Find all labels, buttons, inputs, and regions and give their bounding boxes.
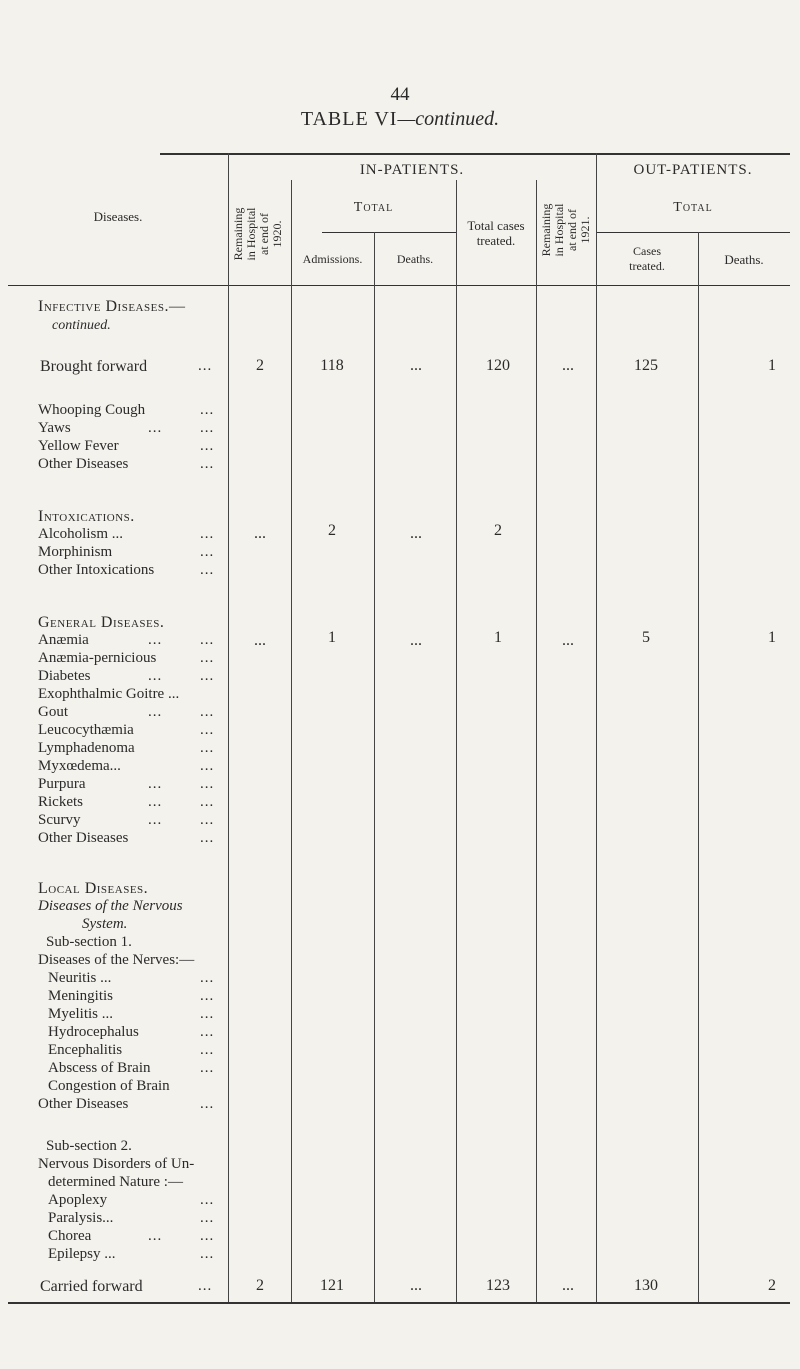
leader-carried: ...	[198, 1278, 213, 1294]
leader-yaws-2: ...	[200, 420, 215, 436]
row-brought-forward: Brought forward	[40, 358, 148, 375]
header-cases-treated-line2: treated.	[629, 259, 665, 273]
header-remaining-1920-line2: in Hospital	[244, 207, 258, 261]
section-local: Local Diseases.	[38, 880, 149, 897]
row-exophthalmic-goitre: Exophthalmic Goitre ...	[38, 686, 180, 702]
title-main: TABLE VI	[300, 108, 398, 130]
header-remaining-1921	[540, 184, 592, 276]
header-total-cases-treated	[456, 218, 536, 248]
leader-epilepsy: ...	[200, 1246, 215, 1262]
row-neuritis: Neuritis ...	[48, 970, 112, 986]
row-nervous-disorders-1: Nervous Disorders of Un-	[38, 1156, 195, 1172]
brought-out-cases: 125	[634, 357, 658, 374]
row-carried-forward: Carried forward	[40, 1278, 143, 1295]
header-remaining-1920	[232, 184, 284, 284]
leader-diabetes-2: ...	[200, 668, 215, 684]
row-leucocythaemia: Leucocythæmia	[38, 722, 134, 738]
carried-total-treated: 123	[486, 1277, 510, 1294]
header-total-cases-line2: treated.	[476, 233, 516, 248]
header-cases-treated	[596, 244, 698, 274]
leader-myx: ...	[200, 758, 215, 774]
section-infective-continued: continued.	[52, 318, 111, 333]
alcoholism-deaths: ...	[410, 525, 422, 542]
header-bottom-rule	[8, 285, 790, 286]
leader-rickets-2: ...	[200, 794, 215, 810]
leader-yaws-1: ...	[148, 420, 163, 436]
row-abscess-of-brain: Abscess of Brain	[48, 1060, 151, 1076]
section-general: General Diseases.	[38, 614, 165, 631]
leader-hydro: ...	[200, 1024, 215, 1040]
row-nervous-disorders-2: determined Nature :—	[48, 1174, 183, 1190]
leader-enceph: ...	[200, 1042, 215, 1058]
row-paralysis: Paralysis...	[48, 1210, 114, 1226]
row-epilepsy: Epilepsy ...	[48, 1246, 116, 1262]
leader-scurvy-2: ...	[200, 812, 215, 828]
row-anaemia: Anæmia	[38, 632, 89, 648]
title-suffix: —continued.	[397, 108, 500, 130]
subsection-nervous-system-2: System.	[82, 916, 128, 932]
leader-anaemia-2: ...	[200, 632, 215, 648]
alcoholism-admissions: 2	[328, 522, 336, 539]
section-intoxications: Intoxications.	[38, 508, 135, 525]
header-diseases: Diseases.	[93, 209, 143, 224]
header-out-deaths: Deaths.	[724, 252, 764, 267]
anaemia-remaining-1921: ...	[562, 632, 574, 649]
brought-deaths: ...	[410, 357, 422, 374]
leader-neuritis: ...	[200, 970, 215, 986]
row-diabetes: Diabetes	[38, 668, 91, 684]
brought-remaining-1920: 2	[256, 357, 264, 374]
header-cases-treated-line1: Cases	[633, 244, 661, 258]
leader-alcoholism: ...	[200, 526, 215, 542]
table-bottom-rule	[8, 1302, 790, 1304]
row-purpura: Purpura	[38, 776, 86, 792]
row-yellow-fever: Yellow Fever	[38, 438, 119, 454]
row-other-diseases-2: Other Diseases	[38, 830, 129, 846]
header-remaining-1920-line4: 1920.	[270, 220, 284, 248]
row-sub-section-2: Sub-section 2.	[46, 1138, 132, 1154]
header-total: Total	[353, 200, 394, 215]
header-remaining-1921-line1: Remaining	[539, 203, 553, 257]
leader-lymph: ...	[200, 740, 215, 756]
leader-brought: ...	[198, 358, 213, 374]
header-total-cases-line1: Total cases	[467, 218, 525, 233]
alcoholism-remaining-1920: ...	[254, 525, 266, 542]
leader-whooping: ...	[200, 402, 215, 418]
row-diseases-of-nerves: Diseases of the Nerves:—	[38, 952, 195, 968]
row-rickets: Rickets	[38, 794, 83, 810]
brought-admissions: 118	[320, 357, 344, 374]
leader-other1: ...	[200, 456, 215, 472]
leader-other-intox: ...	[200, 562, 215, 578]
carried-out-deaths: 2	[768, 1277, 776, 1294]
leader-anaemia-pern: ...	[200, 650, 215, 666]
leader-other3: ...	[200, 1096, 215, 1112]
brought-remaining-1921: ...	[562, 357, 574, 374]
leader-paralysis: ...	[200, 1210, 215, 1226]
col-divider-3	[374, 232, 375, 1302]
carried-remaining-1920: 2	[256, 1277, 264, 1294]
row-alcoholism: Alcoholism ...	[38, 526, 123, 542]
row-other-diseases-3: Other Diseases	[38, 1096, 129, 1112]
header-rule-out-total	[596, 232, 790, 233]
leader-morphinism: ...	[200, 544, 215, 560]
leader-gout-2: ...	[200, 704, 215, 720]
row-other-diseases-1: Other Diseases	[38, 456, 129, 472]
header-remaining-1921-line3: at end of	[565, 209, 579, 251]
row-congestion-of-brain: Congestion of Brain	[48, 1078, 170, 1094]
leader-yellow: ...	[200, 438, 215, 454]
header-deaths: Deaths.	[396, 252, 434, 266]
brought-out-deaths: 1	[768, 357, 776, 374]
header-rule-total	[322, 232, 456, 233]
leader-apoplexy: ...	[200, 1192, 215, 1208]
subsection-nervous-system-1: Diseases of the Nervous	[38, 898, 183, 914]
row-morphinism: Morphinism	[38, 544, 113, 560]
row-apoplexy: Apoplexy	[48, 1192, 108, 1208]
header-in-patients: IN-PATIENTS.	[359, 162, 465, 178]
leader-purpura-1: ...	[148, 776, 163, 792]
row-gout: Gout	[38, 704, 68, 720]
anaemia-out-cases: 5	[642, 629, 650, 646]
header-admissions: Admissions.	[302, 252, 363, 266]
anaemia-remaining-1920: ...	[254, 632, 266, 649]
leader-myelitis: ...	[200, 1006, 215, 1022]
col-divider-2	[291, 180, 292, 1302]
col-divider-1	[228, 153, 229, 1302]
carried-admissions: 121	[320, 1277, 344, 1294]
leader-chorea-1: ...	[148, 1228, 163, 1244]
anaemia-deaths: ...	[410, 632, 422, 649]
leader-leuco: ...	[200, 722, 215, 738]
col-divider-6	[596, 153, 597, 1302]
leader-chorea-2: ...	[200, 1228, 215, 1244]
leader-gout-1: ...	[148, 704, 163, 720]
leader-abscess: ...	[200, 1060, 215, 1076]
section-infective: Infective Diseases.—	[38, 298, 186, 315]
leader-meningitis: ...	[200, 988, 215, 1004]
header-remaining-1920-line3: at end of	[257, 213, 271, 255]
header-remaining-1921-line2: in Hospital	[552, 203, 566, 257]
anaemia-out-deaths: 1	[768, 629, 776, 646]
leader-diabetes-1: ...	[148, 668, 163, 684]
row-whooping-cough: Whooping Cough	[38, 402, 146, 418]
anaemia-total-treated: 1	[494, 629, 502, 646]
row-myelitis: Myelitis ...	[48, 1006, 114, 1022]
row-chorea: Chorea	[48, 1228, 92, 1244]
row-hydrocephalus: Hydrocephalus	[48, 1024, 139, 1040]
row-myxoedema: Myxœdema...	[38, 758, 121, 774]
row-meningitis: Meningitis	[48, 988, 114, 1004]
alcoholism-total-treated: 2	[494, 522, 502, 539]
anaemia-admissions: 1	[328, 629, 336, 646]
carried-deaths: ...	[410, 1277, 422, 1294]
row-scurvy: Scurvy	[38, 812, 81, 828]
header-remaining-1921-line4: 1921.	[578, 216, 592, 244]
brought-total-treated: 120	[486, 357, 510, 374]
row-sub-section-1: Sub-section 1.	[46, 934, 132, 950]
table-top-rule	[160, 153, 790, 155]
header-out-patients: OUT-PATIENTS.	[633, 162, 753, 178]
page-number: 44	[390, 84, 410, 105]
row-anaemia-pernicious: Anæmia-pernicious	[38, 650, 157, 666]
leader-purpura-2: ...	[200, 776, 215, 792]
row-other-intoxications: Other Intoxications	[38, 562, 155, 578]
leader-rickets-1: ...	[148, 794, 163, 810]
col-divider-4	[456, 180, 457, 1302]
leader-scurvy-1: ...	[148, 812, 163, 828]
header-out-total: Total	[673, 200, 713, 215]
col-divider-5	[536, 180, 537, 1302]
header-remaining-1920-line1: Remaining	[231, 207, 245, 261]
row-encephalitis: Encephalitis	[48, 1042, 123, 1058]
carried-out-cases: 130	[634, 1277, 658, 1294]
page-title	[0, 108, 800, 131]
carried-remaining-1921: ...	[562, 1277, 574, 1294]
col-divider-7	[698, 232, 699, 1302]
leader-anaemia-1: ...	[148, 632, 163, 648]
row-yaws: Yaws	[38, 420, 71, 436]
leader-other2: ...	[200, 830, 215, 846]
row-lymphadenoma: Lymphadenoma	[38, 740, 135, 756]
